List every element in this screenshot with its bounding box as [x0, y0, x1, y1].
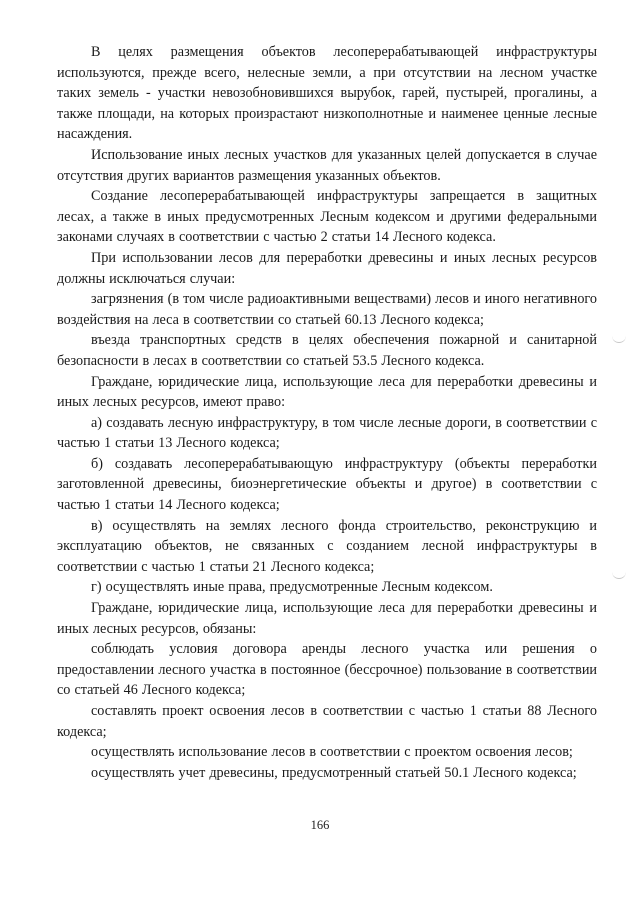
paragraph: Создание лесоперерабатывающей инфраструктуры запрещается в защитных лесах, а также в иных предусмотренных Лесным кодексом и другими федеральными законами случаях в соответствии с частью 2 статьи 14 Лесного кодекса. — [57, 188, 597, 246]
paragraph: в) осуществлять на землях лесного фонда строительство, реконструкцию и эксплуатацию объектов, не связанных с созданием лесной инфраструктуры в соответствии с частью 1 статьи 21 Лесного кодекса; — [57, 517, 597, 575]
paragraph: Использование иных лесных участков для указанных целей допускается в случае отсутствия других вариантов размещения указанных объектов. — [57, 146, 597, 184]
document-body — [57, 42, 597, 783]
paragraph: При использовании лесов для переработки древесины и иных лесных ресурсов должны исключаться случаи: — [57, 249, 597, 287]
paragraph: Граждане, юридические лица, использующие леса для переработки древесины и иных лесных ресурсов, обязаны: — [57, 600, 597, 637]
paragraph: загрязнения (в том числе радиоактивными веществами) лесов и иного негативного воздействия на леса в соответствии со статьей 60.13 Лесного кодекса; — [57, 291, 597, 328]
paragraph: В целях размещения объектов лесоперерабатывающей инфраструктуры используются, прежде всего, нелесные земли, а при отсутствии на лесном участке таких земель - участки невозобновившихся вырубок, гарей, пустырей, прогалины, а также площади, на которых произрастают низкополнотные и наименее ценные лесные насаждения. — [57, 44, 597, 143]
paragraph: составлять проект освоения лесов в соответствии с частью 1 статьи 88 Лесного кодекса; — [57, 703, 597, 740]
paragraph: въезда транспортных средств в целях обеспечения пожарной и санитарной безопасности в лесах в соответствии со статьей 53.5 Лесного кодекса. — [57, 332, 597, 369]
paragraph: г) осуществлять иные права, предусмотренные Лесным кодексом. — [91, 579, 493, 596]
scan-artifact — [612, 336, 626, 343]
paragraph: осуществлять учет древесины, предусмотренный статьей 50.1 Лесного кодекса; — [91, 764, 577, 781]
scan-artifact — [612, 572, 626, 579]
paragraph: осуществлять использование лесов в соответствии с проектом освоения лесов; — [91, 744, 573, 761]
paragraph: а) создавать лесную инфраструктуру, в том числе лесные дороги, в соответствии с частью 1 статьи 13 Лесного кодекса; — [57, 414, 597, 452]
paragraph: б) создавать лесоперерабатывающую инфраструктуру (объекты переработки заготовленной древесины, биоэнергетические объекты и другое) в соответствии с частью 1 статьи 14 Лесного кодекса; — [57, 455, 597, 514]
paragraph: Граждане, юридические лица, использующие леса для переработки древесины и иных лесных ресурсов, имеют право: — [57, 373, 597, 411]
page-number: 166 — [310, 818, 330, 832]
paragraph: соблюдать условия договора аренды лесного участка или решения о предоставлении лесного участка в постоянное (бессрочное) пользование в соответствии со статьей 46 Лесного кодекса; — [57, 641, 597, 699]
